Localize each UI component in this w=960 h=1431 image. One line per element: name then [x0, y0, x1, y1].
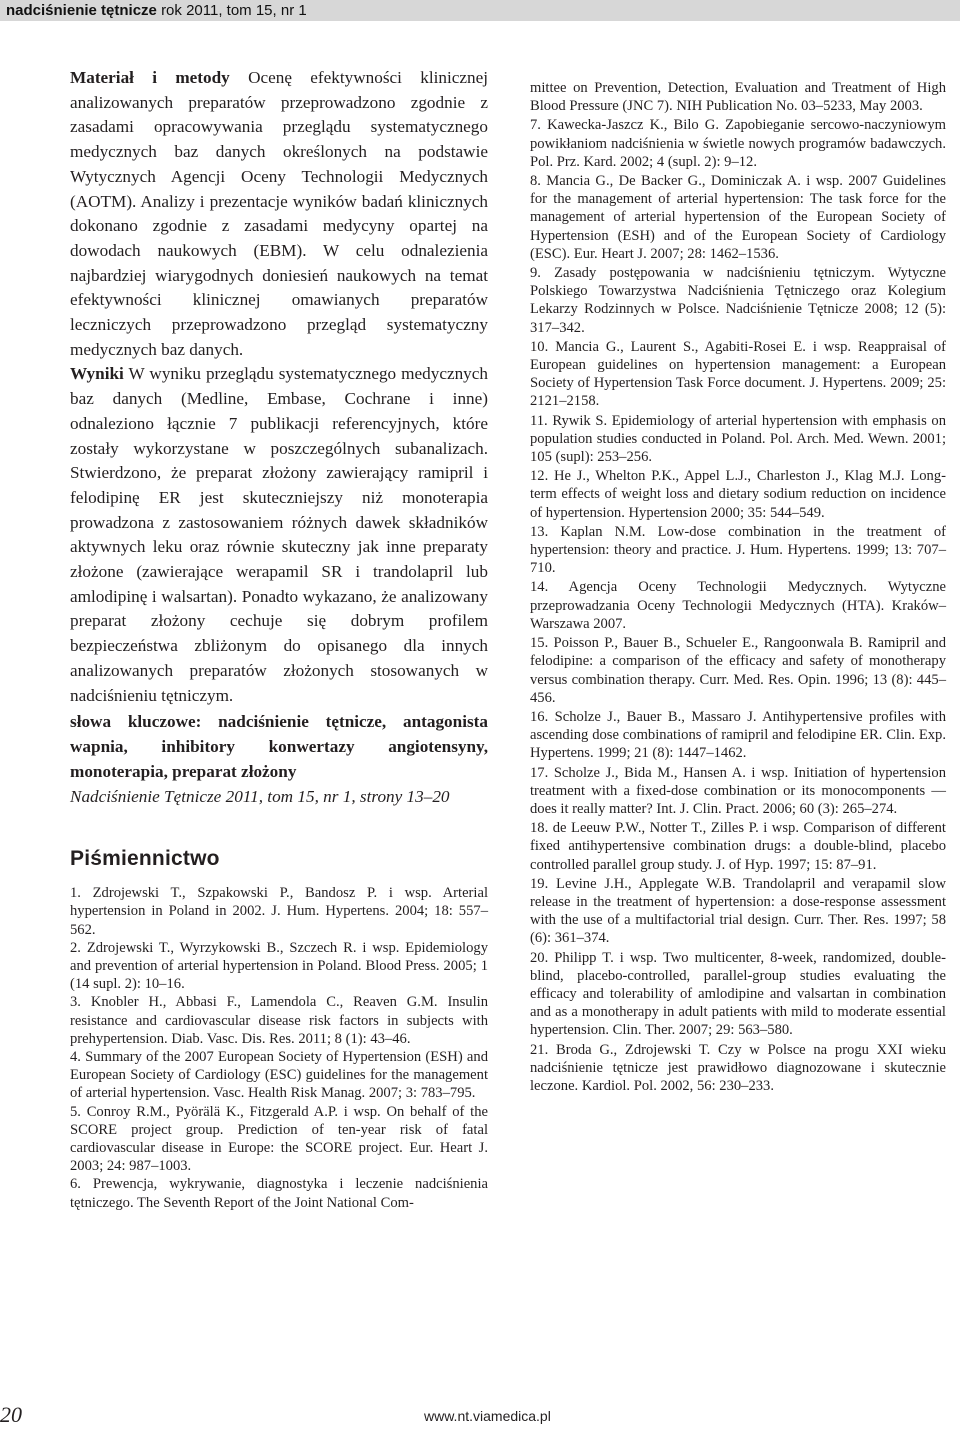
- reference-item: 19. Levine J.H., Applegate W.B. Trandolapril and verapamil slow release in the treatment of hypertension: a dose-response assessment with the use of a multifactorial trial design. Curr. Ther. Res. 1997; 58 (6): 361–374.: [530, 875, 946, 947]
- reference-item: 1. Zdrojewski T., Szpakowski P., Bandosz P. i wsp. Arterial hypertension in Poland in 2002. J. Hum. Hypertens. 2004; 18: 557–562.: [70, 885, 488, 938]
- reference-item: 3. Knobler H., Abbasi F., Lamendola C., Reaven G.M. Insulin resistance and cardiovascular disease risk factors in subjects with prehypertension. Diab. Vasc. Dis. Res. 2011; 8 (1): 43–46.: [70, 994, 488, 1047]
- reference-item: 8. Mancia G., De Backer G., Dominiczak A. i wsp. 2007 Guidelines for the management of arterial hypertension: The task force for the management of arterial hypertension of the European Society of Hypertension (ESH) and of the European Society of Cardiology (ESC). Eur. Heart J. 2007; 28: 1462–1536.: [530, 173, 946, 262]
- reference-item: 18. de Leeuw P.W., Notter T., Zilles P. i wsp. Comparison of different fixed antihypertensive combination drugs: a double-blind, placebo controlled parallel group study. J. of Hyp. 1997; 15: 87–91.: [530, 820, 946, 873]
- footer-url[interactable]: www.nt.viamedica.pl: [424, 1408, 551, 1424]
- reference-item: 11. Rywik S. Epidemiology of arterial hypertension with emphasis on population studies conducted in Poland. Pol. Arch. Med. Wewn. 2001; 105 (supl): 253–256.: [530, 412, 946, 466]
- reference-item: 4. Summary of the 2007 European Society of Hypertension (ESH) and European Society of Cardiology (ESC) guidelines for the management of arterial hypertension. Vasc. Health Risk Manag. 2007; 3: 783–795.: [70, 1048, 488, 1102]
- reference-item: 2. Zdrojewski T., Wyrzykowski B., Szczech R. i wsp. Epidemiology and prevention of arterial hypertension in Poland. Blood Press. 2005; 1 (14 supl. 2): 10–16.: [70, 939, 488, 993]
- keywords: słowa kluczowe: nadciśnienie tętnicze, antagonista wapnia, inhibitory konwertazy angiotensyny, monoterapia, preparat złożony: [70, 712, 488, 781]
- reference-item: 7. Kawecka-Jaszcz K., Bilo G. Zapobieganie sercowo-naczyniowym powikłaniom nadciśnienia w świetle nowych programów badawczych. Pol. Prz. Kard. 2002; 4 (supl. 2): 9–12.: [530, 117, 946, 170]
- reference-item: 20. Philipp T. i wsp. Two multicenter, 8-week, randomized, double-blind, placebo-controlled, parallel-group studies evaluating the efficacy and tolerability of amlodipine and valsartan in combination and as a monotherapy in adult patients with mild to moderate essential hypertension. Clin. Ther. 2007; 29: 563–580.: [530, 949, 946, 1039]
- results-text: W wyniku przeglądu systematycznego medycznych baz danych (Medline, Embase, Cochrane i inne) odnaleziono łącznie 7 publikacji referencyjnych, które zostały wykorzystane w poszczególnych subanalizach. Stwierdzono, że preparat złożony zawierający ramipril i felodipinę ER jest skuteczniejszy niż monoterapia prowadzona z zastosowaniem różnych dawek składników aktywnych leku oraz równie skuteczny jak inne preparaty złożone (zawierające werapamil SR i trandolapril lub amlodipinę i walsartan). Ponadto wykazano, że analizowany preparat złożony cechuje się dobrym profilem bezpieczeństwa zbliżonym do opisanego dla innych analizowanych preparatów złożonych stosowanych w nadciśnieniu tętniczym.: [70, 364, 488, 705]
- running-header: [0, 0, 960, 21]
- page-number: 20: [0, 1402, 22, 1427]
- header-text: [6, 2, 307, 19]
- reference-list-left: [70, 884, 488, 1212]
- reference-item: 6. Prewencja, wykrywanie, diagnostyka i leczenie nadciśnienia tętniczego. The Seventh Report of the Joint National Com-: [70, 1176, 488, 1211]
- results-paragraph: [70, 362, 488, 708]
- reference-item: 9. Zasady postępowania w nadciśnieniu tętniczym. Wytyczne Polskiego Towarzystwa Nadciśnienia Tętniczego oraz Kolegium Lekarzy Rodzinnych w Polsce. Nadciśnienie Tętnicze 2008; 12 (5): 317–342.: [530, 265, 946, 336]
- reference-list-right: [530, 79, 946, 1096]
- reference-item: 15. Poisson P., Bauer B., Schueler E., Rangoonwala B. Ramipril and felodipine: a comparison of the efficacy and safety of monotherapy versus combination therapy. Curr. Med. Res. Opin. 1996; 13 (8): 445–456.: [530, 635, 946, 706]
- reference-item: 14. Agencja Oceny Technologii Medycznych. Wytyczne przeprowadzania Oceny Technologii Medycznych (HTA). Kraków–Warszawa 2007.: [530, 579, 946, 632]
- issue-info: rok 2011, tom 15, nr 1: [161, 2, 307, 19]
- reference-item: 5. Conroy R.M., Pyörälä K., Fitzgerald A.P. i wsp. On behalf of the SCORE project group. Prediction of ten-year risk of fatal cardiovascular disease in Europe: the SCORE project. Eur. Heart J. 2003; 24: 987–1003.: [70, 1103, 488, 1175]
- methods-label: Materiał i metody: [70, 68, 230, 87]
- reference-item: 12. He J., Whelton P.K., Appel L.J., Charleston J., Klag M.J. Long-term effects of weight loss and dietary sodium reduction on incidence of hypertension. Hypertension 2000; 35: 544–549.: [530, 468, 946, 521]
- reference-item: 10. Mancia G., Laurent S., Agabiti-Rosei E. i wsp. Reappraisal of European guidelines on hypertension management: a European Society of Hypertension Task Force document. J. Hypertens. 2009; 25: 2121–2158.: [530, 338, 946, 410]
- reference-item: mittee on Prevention, Detection, Evaluation and Treatment of High Blood Pressure (JNC 7). NIH Publication No. 03–5233, May 2003.: [530, 80, 946, 115]
- results-label: Wyniki: [70, 364, 124, 384]
- article-citation: Nadciśnienie Tętnicze 2011, tom 15, nr 1, strony 13–20: [70, 787, 450, 807]
- methods-text: Ocenę efektywności klinicznej analizowanych preparatów przeprowadzono zgodnie z zasadami opracowywania przeglądu systematycznego medycznych baz danych określonych na podstawie Wytycznych Agencji Oceny Technologii Medycznych (AOTM). Analizy i prezentacje wyników badań klinicznych dokonano zgodnie z zasadami medycyny opartej na dowodach naukowych (EBM). W celu odnalezienia najbardziej wiarygodnych doniesień naukowych na temat efektywności klinicznej omawianych preparatów leczniczych przeprowadzono przegląd systematyczny medycznych baz danych.: [70, 68, 488, 359]
- journal-name: nadciśnienie tętnicze: [6, 2, 157, 19]
- methods-paragraph: [70, 66, 488, 362]
- reference-item: 21. Broda G., Zdrojewski T. Czy w Polsce na progu XXI wieku nadciśnienie tętnicze jest prawidłowo diagnozowane i skutecznie leczone. Kardiol. Pol. 2002, 56: 230–233.: [530, 1041, 946, 1094]
- reference-item: 16. Scholze J., Bauer B., Massaro J. Antihypertensive profiles with ascending dose combinations of ramipril and felodipine ER. Clin. Exp. Hypertens. 1999; 21 (8): 1447–1462.: [530, 708, 946, 762]
- references-heading: Piśmiennictwo: [70, 847, 220, 871]
- left-column: [70, 66, 488, 1212]
- reference-item: 17. Scholze J., Bida M., Hansen A. i wsp. Initiation of hypertension treatment with a fixed-dose combination or its monocomponents — does it really matter? Int. J. Clin. Pract. 2006; 60 (3): 265–274.: [530, 764, 946, 817]
- reference-item: 13. Kaplan N.M. Low-dose combination in the treatment of hypertension: theory and practice. J. Hum. Hypertens. 1999; 13: 707–710.: [530, 523, 946, 577]
